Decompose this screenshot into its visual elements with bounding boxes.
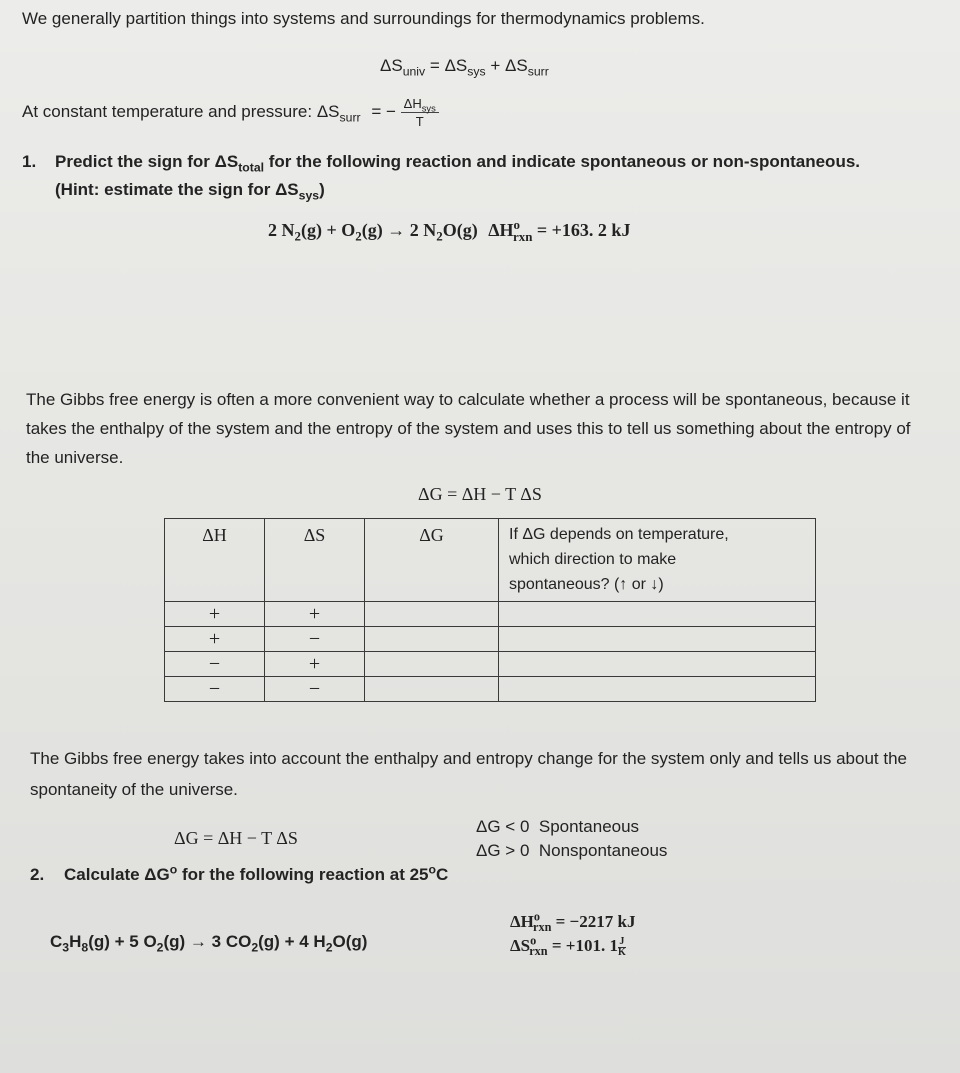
q2-delta-h-sup: o <box>533 909 541 924</box>
r1-n2-sub: 2 <box>294 228 301 244</box>
r1-delta-h-sub: rxn <box>512 228 533 244</box>
constant-tp-text: At constant temperature and pressure: ΔS <box>22 101 340 121</box>
eq-sign: = <box>429 56 440 75</box>
r2-o2-sub: 2 <box>156 940 164 955</box>
q2-delta-h-line <box>510 910 635 934</box>
q1-text-b: for the following reaction and indicate spontaneous or non-spontaneous. <box>268 152 861 171</box>
cell-delta-g[interactable] <box>365 677 499 702</box>
intro-text: We generally partition things into systems and surroundings for thermodynamics problems. <box>22 9 705 28</box>
eq-term-surr: ΔS <box>505 56 528 75</box>
frac-denominator: T <box>415 114 424 129</box>
r2-c-sub: 3 <box>62 940 70 955</box>
eq-term-sys-sub: sys <box>467 64 486 79</box>
q2-text: Calculate ΔG <box>64 865 170 884</box>
r2-h2o: (g) + 4 H <box>258 932 326 951</box>
q2-delta-s-value: = +101. 1 <box>551 936 618 955</box>
r1-delta-h-sup: o <box>513 217 520 232</box>
constant-tp-line <box>22 96 439 129</box>
constant-tp-fraction <box>401 96 439 129</box>
r1-o2-sub: 2 <box>355 228 362 244</box>
reaction-2 <box>50 932 368 955</box>
q2-text-c: C <box>436 865 449 884</box>
unit-denominator: K <box>617 946 626 958</box>
constant-tp-sub: surr <box>339 110 361 125</box>
cell-delta-s: − <box>265 627 365 652</box>
cell-delta-s: + <box>265 602 365 627</box>
sign-table-header-row <box>165 519 816 602</box>
r1-n2o: (g) → 2 N <box>361 220 437 240</box>
r2-co2: (g) → 3 CO <box>163 932 252 951</box>
cell-delta-g[interactable] <box>365 602 499 627</box>
gibbs-equation-2: ΔG = ΔH − T ΔS <box>174 828 298 848</box>
q2-thermo-values <box>510 910 635 958</box>
frac-numerator-sub: sys <box>421 103 436 114</box>
r1-n2o-state: O(g) <box>442 220 478 240</box>
q2-unit-fraction <box>618 937 626 958</box>
q1-text-a-sub: total <box>238 160 265 175</box>
r2-h: H <box>69 932 82 951</box>
r1-o2: (g) + O <box>300 220 356 240</box>
cell-direction[interactable] <box>499 677 816 702</box>
r2-h2o-state: O(g) <box>332 932 368 951</box>
q2-delta-h: ΔH <box>510 912 534 931</box>
criteria-nonspontaneous: ΔG > 0 Nonspontaneous <box>476 841 668 860</box>
q2-sup: o <box>169 862 178 877</box>
header-line-1: If ΔG depends on temperature, <box>509 526 729 543</box>
header-temperature-dependence <box>499 519 816 602</box>
question-2-text <box>64 862 449 885</box>
frac-numerator: ΔH <box>403 96 422 111</box>
cell-delta-s: + <box>265 652 365 677</box>
r2-co2-sub: 2 <box>251 940 259 955</box>
table-row <box>165 652 816 677</box>
reaction-1 <box>268 217 631 244</box>
question-2-number: 2. <box>30 865 45 884</box>
q1-hint-close: ) <box>319 180 325 199</box>
gibbs-paragraph-2: The Gibbs free energy takes into account the enthalpy and entropy change for the system only and tells us about the spontaneity of the universe. <box>30 749 907 799</box>
r2-h-sub: 8 <box>81 940 89 955</box>
cell-direction[interactable] <box>499 627 816 652</box>
r1-n2o-sub: 2 <box>436 228 443 244</box>
r2-c: C <box>50 932 63 951</box>
q1-hint: (Hint: estimate the sign for ΔS <box>55 180 299 199</box>
r1-delta-h: ΔH <box>488 220 514 240</box>
r1-delta-h-value: = +163. 2 kJ <box>536 220 631 240</box>
gibbs-equation: ΔG = ΔH − T ΔS <box>418 484 542 504</box>
q2-delta-s: ΔS <box>510 936 531 955</box>
cell-delta-h: − <box>165 677 265 702</box>
eq-plus: + <box>490 56 501 75</box>
q1-hint-sub: sys <box>298 188 320 203</box>
table-row <box>165 602 816 627</box>
q1-text-a: Predict the sign for ΔS <box>55 152 239 171</box>
q2-delta-s-sub: rxn <box>529 944 548 959</box>
cell-direction[interactable] <box>499 652 816 677</box>
cell-delta-h: + <box>165 627 265 652</box>
cell-direction[interactable] <box>499 602 816 627</box>
sign-table <box>164 518 816 702</box>
header-line-2: which direction to make <box>509 551 677 568</box>
q2-delta-h-sub: rxn <box>533 920 552 935</box>
question-1-text <box>55 152 945 175</box>
q2-delta-s-line <box>510 934 635 958</box>
gibbs-paragraph: The Gibbs free energy is often a more convenient way to calculate whether a process will be spontaneous, because it takes the enthalpy of the system and the entropy of the system and uses this to tell us something about the entropy of the universe. <box>26 390 911 467</box>
eq-term-surr-sub: surr <box>527 64 549 79</box>
spontaneity-criteria <box>476 815 667 863</box>
q2-degree: o <box>428 862 436 877</box>
header-delta-s: ΔS <box>265 519 365 602</box>
header-delta-h: ΔH <box>165 519 265 602</box>
question-1-hint <box>55 180 325 203</box>
cell-delta-s: − <box>265 677 365 702</box>
q2-delta-h-value: = −2217 kJ <box>555 912 636 931</box>
unit-numerator: J <box>619 935 625 947</box>
q2-delta-s-sup: o <box>530 933 537 948</box>
header-line-3: spontaneous? (↑ or ↓) <box>509 576 664 593</box>
eq-lhs-sub: univ <box>402 64 426 79</box>
cell-delta-g[interactable] <box>365 627 499 652</box>
universe-entropy-equation <box>380 56 549 79</box>
question-1-number: 1. <box>22 152 37 171</box>
cell-delta-h: + <box>165 602 265 627</box>
table-row <box>165 677 816 702</box>
eq-term-sys: ΔS <box>444 56 468 75</box>
criteria-spontaneous: ΔG < 0 Spontaneous <box>476 817 640 836</box>
q2-text-b: for the following reaction at 25 <box>181 865 429 884</box>
header-delta-g: ΔG <box>365 519 499 602</box>
r2-h2o-sub: 2 <box>325 940 333 955</box>
eq-lhs: ΔS <box>380 56 403 75</box>
cell-delta-h: − <box>165 652 265 677</box>
r1-n2: 2 N <box>268 220 295 240</box>
cell-delta-g[interactable] <box>365 652 499 677</box>
constant-tp-eq: = − <box>371 101 396 121</box>
r2-o2: (g) + 5 O <box>88 932 157 951</box>
table-row <box>165 627 816 652</box>
